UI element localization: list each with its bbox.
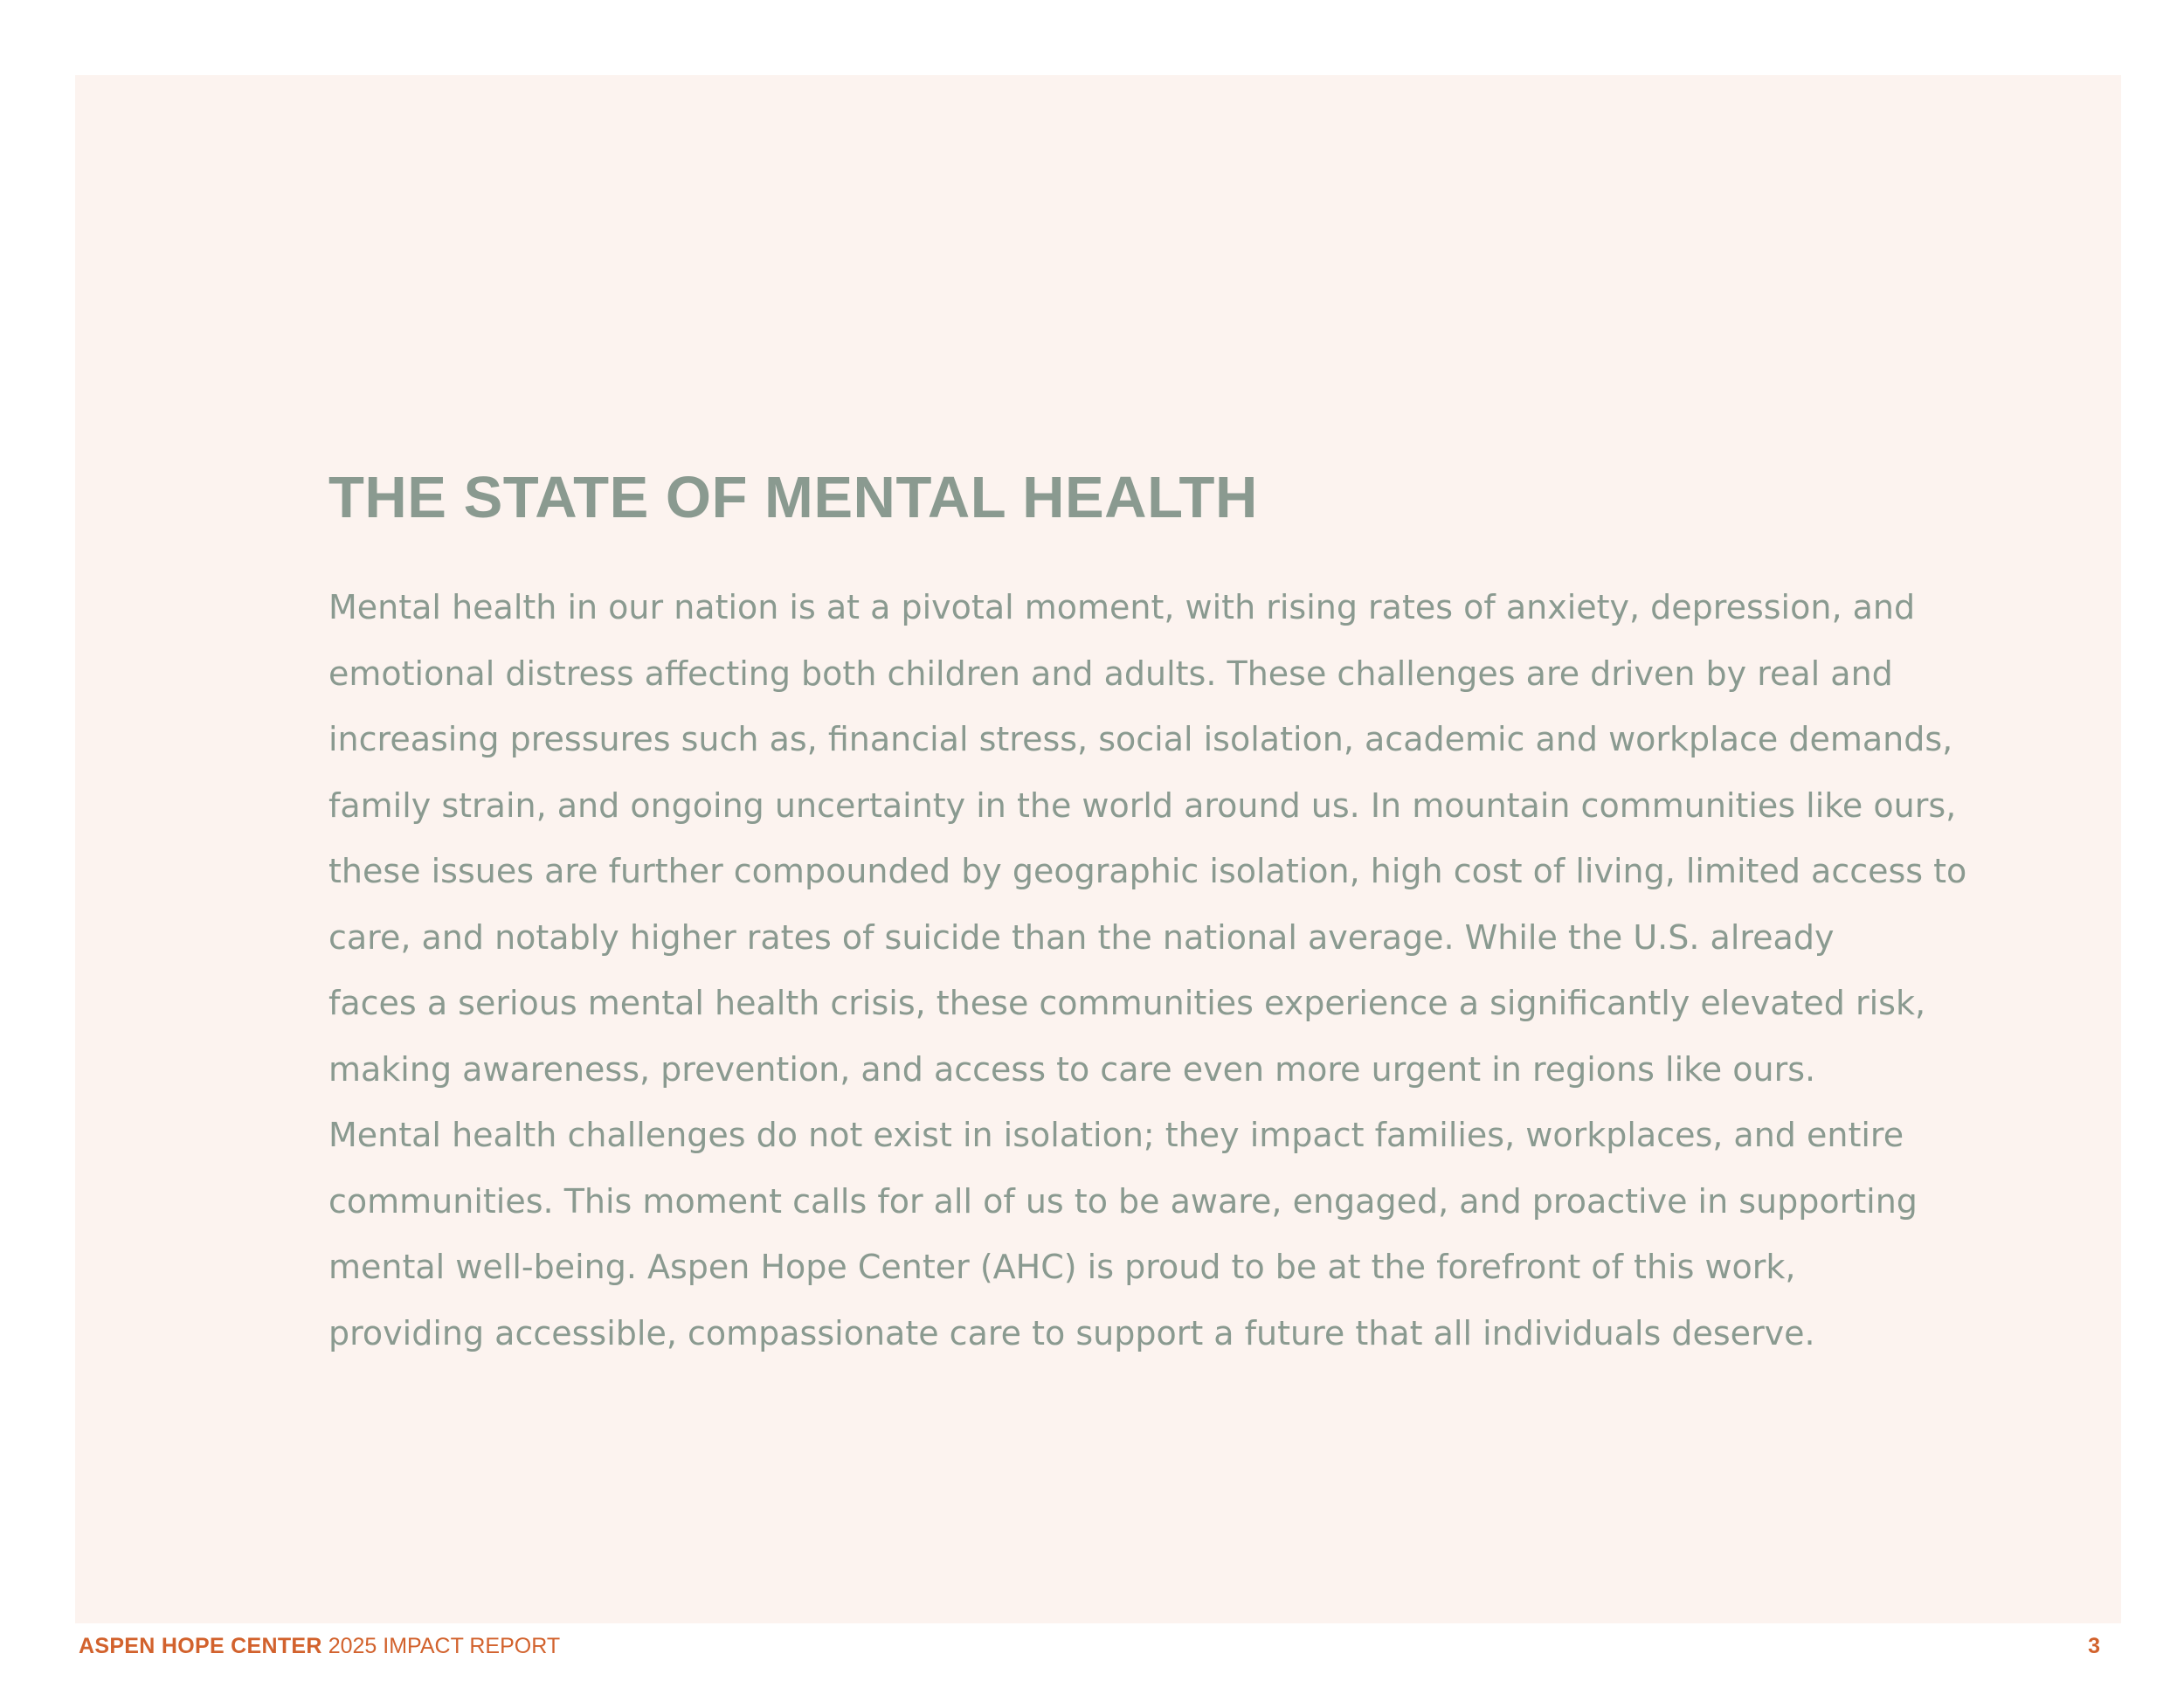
page-panel <box>75 75 2121 1623</box>
body-line: family strain, and ongoing uncertainty in the world around us. In mountain communities like ours, <box>328 785 1957 825</box>
footer-report-title: 2025 IMPACT REPORT <box>328 1634 561 1658</box>
body-line: Mental health in our nation is at a pivotal moment, with rising rates of anxiety, depression, and <box>328 588 1916 626</box>
footer-report-label <box>79 1632 560 1660</box>
body-paragraph <box>328 575 2058 1366</box>
body-line: communities. This moment calls for all of us to be aware, engaged, and proactive in supporting <box>328 1181 1918 1221</box>
page-number: 3 <box>2088 1634 2100 1658</box>
body-line: mental well-being. Aspen Hope Center (AHC) is proud to be at the forefront of this work, <box>328 1248 1796 1286</box>
body-line: Mental health challenges do not exist in isolation; they impact families, workplaces, and entire <box>328 1116 1904 1154</box>
body-line: faces a serious mental health crisis, these communities experience a significantly elevated risk, <box>328 984 1926 1022</box>
body-line: emotional distress affecting both children and adults. These challenges are driven by real and <box>328 654 1893 693</box>
body-line: these issues are further compounded by geographic isolation, high cost of living, limited access to <box>328 852 1967 890</box>
footer-organization: ASPEN HOPE CENTER <box>79 1634 322 1658</box>
body-line: providing accessible, compassionate care to support a future that all individuals deserve. <box>328 1313 1815 1352</box>
body-line: care, and notably higher rates of suicide than the national average. While the U.S. already <box>328 917 1835 957</box>
page-title: THE STATE OF MENTAL HEALTH <box>328 465 1258 530</box>
body-line: increasing pressures such as, financial stress, social isolation, academic and workplace demands, <box>328 720 1953 758</box>
article-content <box>328 460 2058 1366</box>
body-line: making awareness, prevention, and access to care even more urgent in regions like ours. <box>328 1049 1816 1089</box>
